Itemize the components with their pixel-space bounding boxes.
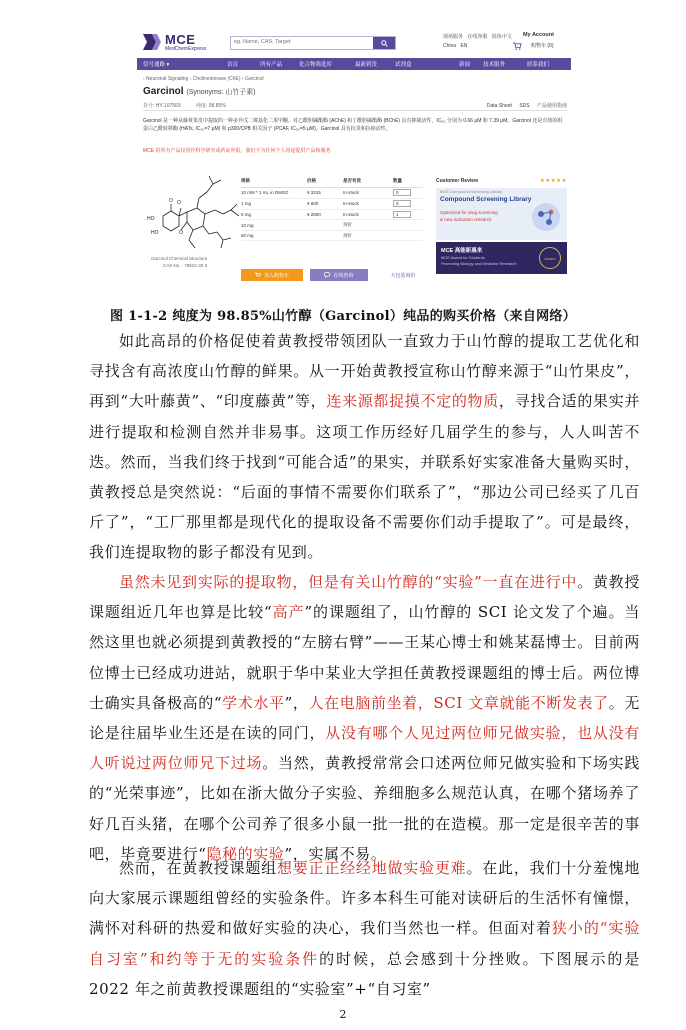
price-cell: ¥ 800 (307, 198, 343, 209)
mce-logo-icon (143, 34, 163, 50)
body-text: 然而，在黄教授课题组 (119, 859, 277, 877)
size-cell: 5 mg (241, 209, 307, 220)
nav-item-pathways[interactable]: 信号通路 ▾ (143, 62, 170, 68)
quantity-select[interactable]: 1 (393, 211, 411, 218)
add-to-cart-button[interactable] (241, 269, 303, 281)
chat-icon (324, 272, 330, 278)
award-badge-icon: Award (539, 247, 561, 269)
banner-text (441, 255, 517, 267)
cas-number: CAS No. : 78824-30-3 (163, 263, 208, 268)
bulk-inquiry-label: 大包装询价 (390, 272, 416, 279)
column-header: 数量 (393, 177, 423, 188)
search-box (230, 36, 396, 50)
logo-text[interactable]: MCE (165, 32, 196, 47)
header-link[interactable]: 现场服务 (443, 34, 464, 40)
banner-title: MCE 高能新惠来 (441, 248, 483, 254)
table-row (241, 220, 423, 231)
size-cell: 1 mg (241, 198, 307, 209)
research-use-warning: MCE 的所有产品仅用作科学研究或药证申报，我们不为任何个人用途提供产品和服务 (143, 148, 331, 154)
column-header: 价格 (307, 177, 343, 188)
body-text: 。黄教授课题组近几年也算是比较“ (89, 573, 641, 622)
paragraph-3 (89, 853, 640, 1004)
highlighted-text: 连来源都捉摸不定的物质 (326, 392, 499, 411)
account-area (523, 32, 554, 49)
stock-cell: In-stock (343, 209, 393, 220)
search-button[interactable] (373, 37, 395, 49)
body-text: ，寻找合适的果实并进行提取和检测自然并非易事。这项工作历经好几届学生的参与，人人叫苦不迭。然而，当我们终于找到“可能合适”的果实，并联系好实家准备大量购买时，黄教授总是突然说：“后面的事情不需要你们联系了”，“那边公司已经买了几百斤了”，“工厂那里都是现代化的提取设备不需要你们动手提取了”。可是最终，我们连提取物的影子都没有见到。 (89, 392, 640, 562)
customer-review-panel (436, 178, 567, 266)
table-row (241, 230, 423, 241)
nav-item-new[interactable]: 最新到货 (355, 62, 378, 68)
guide-link[interactable]: 产品使用指南 (536, 103, 567, 109)
page-number: 2 (339, 1008, 347, 1021)
stock-cell: In-stock (343, 188, 393, 199)
product-name: Garcinol (143, 86, 184, 97)
body-text: 。在此，我们十分羞愧地向大家展示课题组曾经的实验条件。许多本科生可能对读研后的生活怀有憧憬，满怀对科研的热爱和做好实验的决心，我们当然也一样。但面对着 (89, 859, 640, 938)
structure-name: Garcinol Chemical Structure (151, 256, 208, 261)
product-description: Garcinol 是一种从藤黄果皮中提取的一种多异戊二烯基化二苯甲酮。对乙酰胆碱酯酶 (AChE) 和丁酰胆碱酯酶 (BChE) 具有抑制活性，IC₅₀ 分别为 0.66 μM 和 7.39 μM。Garcinol 还是有效的组蛋白乙酰转移酶 (HATs, IC₅₀=7 μM) 和 p300/CPB 相关因子 (PCAF, IC₅₀=5 μM)。Garcinol 具有抗炎和抗癌活性。 (143, 118, 563, 132)
quantity-select[interactable]: 0 (393, 189, 411, 196)
column-header: 规格 (241, 177, 307, 188)
size-cell: 10 mg (241, 220, 307, 231)
product-synonyms: (Synonyms: 山竹子素) (186, 89, 256, 96)
stock-cell: In-stock (343, 198, 393, 209)
highlighted-text: 高产 (272, 603, 305, 622)
price-cell (307, 230, 343, 241)
header-links (443, 33, 515, 49)
banner-brand: MCE Compound Screening Library (440, 189, 503, 194)
datasheet-link[interactable]: Data Sheet (486, 103, 512, 109)
nav-item-screening[interactable]: 化合物筛选库 (299, 62, 333, 68)
structure-label: O (177, 200, 181, 206)
body-text: 的时候，总会感到十分挫败。下图展示的是 2022 年之前黄教授课题组的“实验室”+“自习室” (89, 949, 640, 998)
body-text: 如此高昂的价格促使着黄教授带领团队一直致力于山竹醇的提取工艺优化和寻找含有高浓度山竹醇的鲜果。从一开始黄教授宣称山竹醇来源于“山竹果皮”，再到“大叶藤黄”、“印度藤黄”等， (89, 332, 640, 411)
structure-label: HO (147, 216, 155, 222)
highlighted-text: 想要正正经经地做实验更难 (276, 859, 467, 877)
size-cell: 10 mM * 1 mL in DMSO (241, 188, 307, 199)
highlighted-text: 狭小的“实验自习室”和约等于无的实验条件 (89, 919, 640, 968)
main-nav (137, 58, 571, 70)
table-row (241, 198, 423, 209)
molecule-graphic-icon (529, 200, 563, 234)
site-header (137, 30, 571, 56)
body-text: 。当然，黄教授常常会口述两位师兄做实验和下场实践的“光荣事迹”，比如在浙大做分子实验、养细胞多么规范认真，在哪个猪场养了好几百头猪，在哪个公司养了很多小鼠一批一批的在造模。那一定是很辛苦的事吧，毕竟要进行“ (89, 754, 640, 863)
add-to-cart-label: 加入购物车 (263, 272, 289, 279)
bulk-inquiry-button[interactable] (373, 269, 433, 281)
sds-link[interactable]: SDS (519, 103, 530, 109)
nav-item-services[interactable]: 技术服务 (483, 62, 506, 68)
body-text: ”的课题组了，山竹醇的 SCI 论文发了个遍。当然这里也就必须提到黄教授的“左膀右臂”——王某心博士和姚某磊博士。目前两位博士已经成功进站，就职于华中某业大学担任黄教授课题组的博士后。两位博士确实具备极高的“ (89, 603, 640, 712)
search-input[interactable] (234, 39, 374, 45)
quantity-cell (393, 220, 423, 231)
price-cell (307, 220, 343, 231)
banner-line: Optimized for drug screening (440, 210, 498, 215)
language-selector[interactable]: EN (460, 43, 468, 49)
price-table (241, 177, 423, 241)
cart-link[interactable]: 购物车 (0) (531, 43, 554, 49)
body-text: 。无论是往届毕业生还是在读的同门， (89, 693, 640, 743)
nav-item-kits[interactable]: 试剂盒 (395, 62, 412, 68)
product-meta (143, 102, 226, 109)
review-title: Customer Review (436, 178, 478, 184)
search-icon (381, 40, 388, 47)
nav-item-news[interactable]: 新闻 (459, 62, 471, 68)
nav-item-products[interactable]: 所有产品 (260, 62, 283, 68)
product-title (143, 86, 256, 97)
highlighted-text: 从没有哪个人见过两位师兄做实验，也从没有人听说过两位师兄下过场 (89, 724, 640, 773)
column-header: 是否有货 (343, 177, 393, 188)
online-inquiry-label: 在线咨询 (333, 272, 354, 279)
highlighted-text: 学术水平 (222, 693, 285, 712)
award-banner[interactable] (436, 242, 567, 274)
inquiry-link[interactable]: 询价 (343, 230, 393, 241)
catalog-number: 货号: HY-107569 (143, 103, 181, 109)
cart-icon (255, 272, 261, 278)
banner-line: & new indication research (440, 217, 492, 222)
document-links (481, 102, 567, 109)
quantity-cell (393, 230, 423, 241)
purity-value: 纯度: 98.85% (196, 103, 226, 109)
inquiry-link[interactable]: 询价 (343, 220, 393, 231)
structure-label: O (169, 198, 173, 204)
figure-caption: 图 1-1-2 纯度为 98.85%山竹醇（Garcinol）纯品的购买价格（来自网络） (109, 309, 577, 324)
price-cell: ¥ 3315 (307, 188, 343, 199)
header-link[interactable]: 简体中文 (491, 34, 512, 40)
body-text: ”， (284, 693, 309, 712)
structure-caption (151, 255, 207, 269)
structure-label: HO (151, 230, 159, 236)
product-page-screenshot (137, 30, 571, 288)
highlighted-text: 人在电脑前坐着，SCI 文章就能不断发表了 (308, 693, 609, 712)
highlighted-text: 虽然未见到实际的提取物，但是有关山竹醇的“实验”一直在进行中 (119, 573, 578, 591)
divider (143, 110, 567, 111)
account-link[interactable]: My Account (523, 32, 554, 38)
price-cell: ¥ 2600 (307, 209, 343, 220)
nav-item-contact[interactable]: 联系我们 (527, 62, 550, 68)
banner-line: MCE Award for Students (441, 255, 485, 260)
quantity-select[interactable]: 0 (393, 200, 411, 207)
highlighted-text: 隐秘的实验 (206, 844, 285, 863)
screening-library-banner[interactable] (436, 188, 567, 240)
online-inquiry-button[interactable] (310, 269, 368, 281)
table-row (241, 209, 423, 220)
rating-stars: ★★★★★ (539, 178, 567, 184)
paragraph-1 (89, 326, 640, 568)
breadcrumb[interactable]: › Neuronal Signaling › Cholinesterase (ChE) › Garcinol (143, 76, 264, 82)
banner-title: Compound Screening Library (440, 196, 532, 203)
logo-subtitle: MedChemExpress (165, 46, 207, 52)
structure-label: O (179, 230, 183, 236)
body-text: ”，实属不易。 (284, 844, 387, 863)
cart-icon[interactable] (513, 42, 522, 50)
chemical-structure-image (143, 168, 247, 254)
banner-line: Promoting Biology and Medicine Research (441, 261, 517, 266)
table-row (241, 188, 423, 199)
nav-item-home[interactable]: 首页 (227, 62, 239, 68)
paragraph-2 (89, 567, 640, 869)
header-link[interactable]: 在线客服 (467, 34, 488, 40)
region-selector[interactable]: China (443, 43, 457, 49)
size-cell: 50 mg (241, 230, 307, 241)
